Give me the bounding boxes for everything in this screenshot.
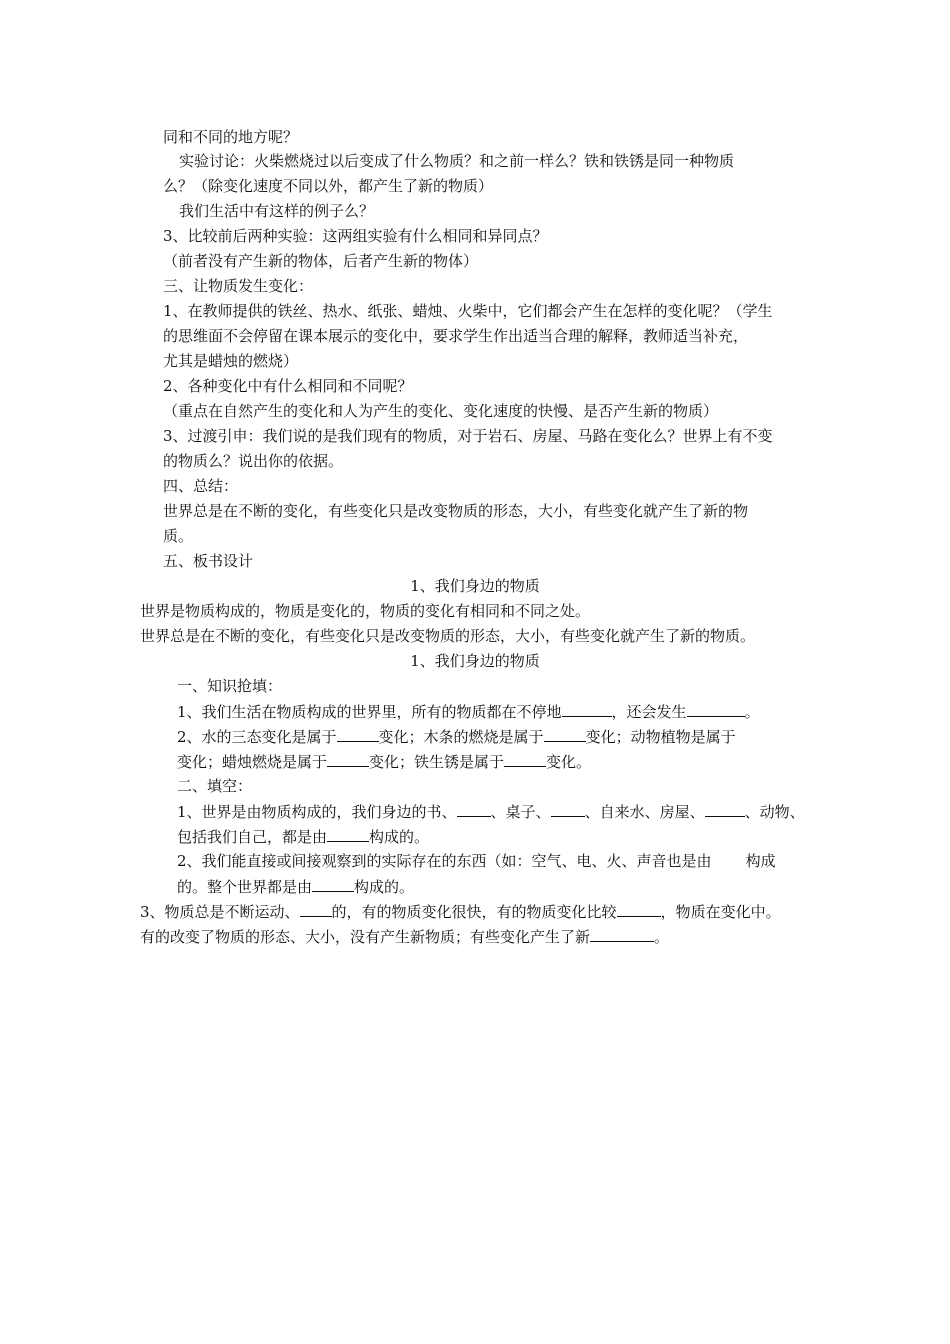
question-text: 的，有的物质变化很快，有的物质变化比较	[331, 903, 617, 921]
question-text: 2、水的三态变化是属于	[177, 728, 337, 746]
text-line: 么？（除变化速度不同以外，都产生了新的物质）	[163, 177, 494, 195]
answer-blank[interactable]	[562, 701, 612, 717]
text-line: （重点在自然产生的变化和人为产生的变化、变化速度的快慢、是否产生新的物质）	[163, 402, 719, 420]
question-text: 包括我们自己，都是由	[177, 828, 328, 846]
question-text: 变化。	[546, 753, 592, 771]
board-title: 1、我们身边的物质	[410, 577, 540, 595]
text-line: 3、比较前后两种实验：这两组实验有什么相同和异同点？	[163, 227, 548, 245]
text-line: 实验讨论：火柴燃烧过以后变成了什么物质？和之前一样么？铁和铁锈是同一种物质	[179, 152, 735, 170]
worksheet-title: 1、我们身边的物质	[410, 652, 540, 670]
answer-blank[interactable]	[712, 851, 746, 866]
section-heading: 一、知识抢填：	[177, 677, 283, 695]
section-heading: 二、填空：	[177, 777, 253, 795]
question-text: 变化；木条的燃烧是属于	[378, 728, 544, 746]
answer-blank[interactable]	[617, 901, 661, 917]
answer-blank[interactable]	[327, 751, 369, 767]
text-line: 世界是物质构成的，物质是变化的，物质的变化有相同和不同之处。	[140, 602, 591, 620]
section-heading: 三、让物质发生变化：	[163, 277, 314, 295]
question-text: 2、我们能直接或间接观察到的实际存在的东西（如：空气、电、火、声音也是由	[177, 852, 712, 870]
answer-blank[interactable]	[504, 751, 546, 767]
answer-blank[interactable]	[327, 826, 369, 842]
question-text: 。	[654, 928, 670, 946]
question-text: 构成的。	[369, 828, 430, 846]
text-line: 2、各种变化中有什么相同和不同呢？	[163, 377, 413, 395]
question-5-line-1	[140, 901, 781, 922]
text-line: 1、在教师提供的铁丝、热水、纸张、蜡烛、火柴中，它们都会产生在怎样的变化呢？（学生	[163, 302, 773, 320]
answer-blank[interactable]	[457, 801, 491, 817]
question-text: 变化；铁生锈是属于	[369, 753, 505, 771]
answer-blank[interactable]	[337, 726, 379, 742]
text-line: 同和不同的地方呢？	[163, 128, 299, 146]
question-text: 3、物质总是不断运动、	[140, 903, 300, 921]
text-line: 的物质么？说出你的依据。	[163, 452, 344, 470]
answer-blank[interactable]	[705, 801, 745, 817]
question-text: 1、世界是由物质构成的，我们身边的书、	[177, 803, 457, 821]
question-2-line-1	[177, 726, 736, 747]
question-text: 。	[744, 703, 760, 721]
section-heading: 五、板书设计	[163, 552, 254, 570]
answer-blank[interactable]	[312, 876, 354, 892]
answer-blank[interactable]	[590, 926, 654, 942]
question-text: 、动物、	[744, 803, 805, 821]
answer-blank[interactable]	[544, 726, 586, 742]
question-text: ，物质在变化中。	[660, 903, 781, 921]
question-4-line-1	[177, 851, 776, 871]
text-line: 尤其是蜡烛的燃烧）	[163, 352, 299, 370]
question-text: 1、我们生活在物质构成的世界里，所有的物质都在不停地	[177, 703, 562, 721]
question-text: 、自来水、房屋、	[584, 803, 705, 821]
question-text: 有的改变了物质的形态、大小，没有产生新物质；有些变化产生了新	[140, 928, 591, 946]
question-text: 、桌子、	[490, 803, 551, 821]
text-line: 的思维面不会停留在课本展示的变化中，要求学生作出适当合理的解释，教师适当补充，	[163, 327, 749, 345]
question-text: 的。整个世界都是由	[177, 878, 313, 896]
answer-blank[interactable]	[551, 801, 585, 817]
answer-blank[interactable]	[687, 701, 745, 717]
text-line: 世界总是在不断的变化，有些变化只是改变物质的形态，大小，有些变化就产生了新的物	[163, 502, 749, 520]
question-2-line-2	[177, 751, 591, 772]
section-heading: 四、总结：	[163, 477, 239, 495]
text-line: 3、过渡引申：我们说的是我们现有的物质，对于岩石、房屋、马路在变化么？世界上有不变	[163, 427, 773, 445]
question-4-line-2	[177, 876, 414, 897]
question-1	[177, 701, 760, 722]
question-text: 构成的。	[354, 878, 415, 896]
text-line: 世界总是在不断的变化，有些变化只是改变物质的形态，大小，有些变化就产生了新的物质。	[140, 627, 756, 645]
question-text: ，还会发生	[611, 703, 687, 721]
answer-blank[interactable]	[300, 901, 332, 917]
text-line: （前者没有产生新的物体，后者产生新的物体）	[163, 252, 479, 270]
text-line: 我们生活中有这样的例子么？	[179, 202, 375, 220]
question-text: 变化；蜡烛燃烧是属于	[177, 753, 328, 771]
question-3-line-1	[177, 801, 805, 822]
question-3-line-2	[177, 826, 429, 847]
question-5-line-2	[140, 926, 669, 947]
question-text: 变化；动物植物是属于	[585, 728, 736, 746]
text-line: 质。	[163, 527, 194, 545]
question-text: 构成	[745, 852, 776, 870]
